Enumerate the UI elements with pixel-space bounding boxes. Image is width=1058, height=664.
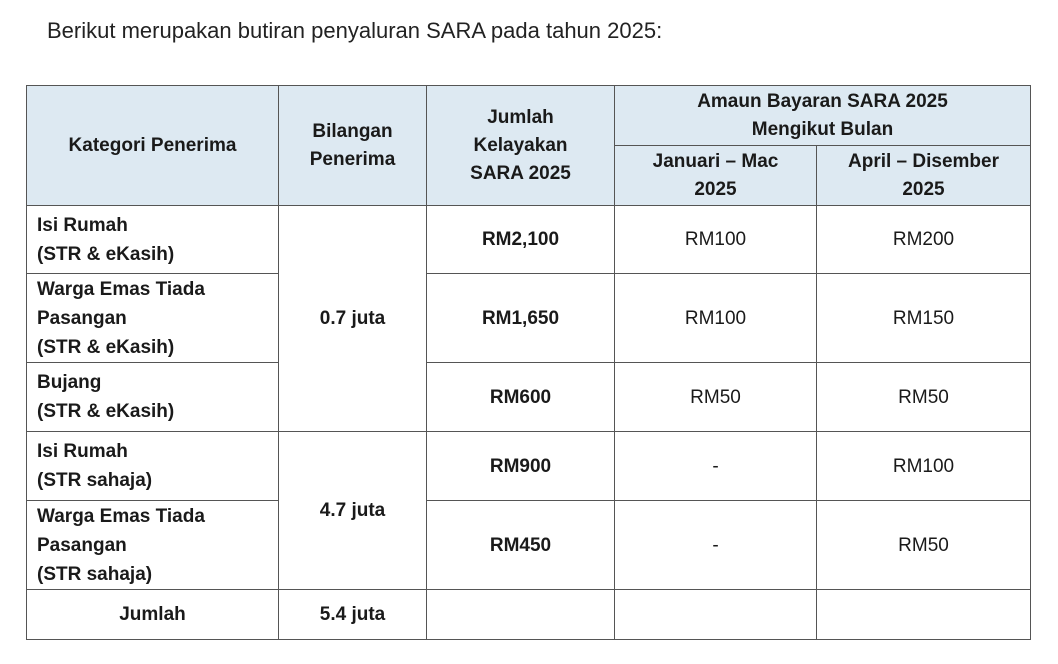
header-bilangan-penerima bbox=[279, 86, 427, 206]
bilangan-sahaja-cell: 4.7 juta bbox=[279, 432, 427, 590]
table-row bbox=[27, 363, 1031, 432]
kategori-line: (STR & eKasih) bbox=[37, 336, 175, 358]
apr-dis-cell: RM50 bbox=[817, 501, 1031, 590]
kategori-line: Pasangan bbox=[37, 307, 127, 329]
header-apr-dis-line-1: April – Disember bbox=[848, 150, 999, 172]
kategori-cell bbox=[27, 501, 279, 590]
header-januari-mac bbox=[615, 146, 817, 206]
kategori-line: Bujang bbox=[37, 372, 102, 393]
total-empty-cell bbox=[427, 590, 615, 640]
jan-mac-cell: - bbox=[615, 432, 817, 501]
kategori-line: Warga Emas Tiada bbox=[37, 278, 205, 300]
kategori-line: Isi Rumah bbox=[37, 441, 128, 462]
intro-text: Berikut merupakan butiran penyaluran SARA pada tahun 2025: bbox=[47, 18, 663, 43]
header-jan-mac-line-1: Januari – Mac bbox=[652, 150, 779, 172]
total-row bbox=[27, 590, 1031, 640]
jan-mac-cell: RM50 bbox=[615, 363, 817, 432]
header-apr-dis-line-2: 2025 bbox=[902, 178, 945, 200]
kategori-line: Warga Emas Tiada bbox=[37, 505, 205, 527]
kategori-line: Isi Rumah bbox=[37, 214, 128, 236]
header-kategori-label: Kategori Penerima bbox=[68, 134, 237, 156]
table-row bbox=[27, 206, 1031, 274]
kategori-cell bbox=[27, 432, 279, 501]
header-bilangan-line-2: Penerima bbox=[309, 148, 396, 170]
apr-dis-cell: RM100 bbox=[817, 432, 1031, 501]
header-kelayakan-line-2: Kelayakan bbox=[473, 134, 568, 156]
table-row bbox=[27, 432, 1031, 501]
total-empty-cell bbox=[615, 590, 817, 640]
header-april-disember bbox=[817, 146, 1031, 206]
header-kelayakan-line-3: SARA 2025 bbox=[470, 162, 571, 184]
table-row bbox=[27, 501, 1031, 590]
jan-mac-cell: - bbox=[615, 501, 817, 590]
total-bilangan-cell: 5.4 juta bbox=[279, 590, 427, 640]
kelayakan-cell: RM1,650 bbox=[427, 274, 615, 363]
table-row bbox=[27, 274, 1031, 363]
header-bilangan-line-1: Bilangan bbox=[312, 120, 393, 142]
kategori-line: (STR & eKasih) bbox=[37, 401, 175, 422]
kelayakan-cell: RM2,100 bbox=[427, 206, 615, 274]
header-amaun-line-2: Mengikut Bulan bbox=[751, 118, 894, 140]
kelayakan-cell: RM450 bbox=[427, 501, 615, 590]
kategori-line: Pasangan bbox=[37, 534, 127, 556]
total-empty-cell bbox=[817, 590, 1031, 640]
kelayakan-cell: RM900 bbox=[427, 432, 615, 501]
header-amaun-line-1: Amaun Bayaran SARA 2025 bbox=[697, 90, 948, 112]
kategori-line: (STR sahaja) bbox=[37, 563, 153, 585]
jan-mac-cell: RM100 bbox=[615, 206, 817, 274]
apr-dis-cell: RM50 bbox=[817, 363, 1031, 432]
kelayakan-cell: RM600 bbox=[427, 363, 615, 432]
apr-dis-cell: RM150 bbox=[817, 274, 1031, 363]
kategori-line: (STR & eKasih) bbox=[37, 243, 175, 265]
sara-distribution-table bbox=[26, 85, 1031, 640]
kategori-cell bbox=[27, 206, 279, 274]
header-jan-mac-line-2: 2025 bbox=[694, 178, 737, 200]
kategori-cell bbox=[27, 363, 279, 432]
header-kelayakan-line-1: Jumlah bbox=[487, 106, 554, 128]
kategori-cell bbox=[27, 274, 279, 363]
kategori-line: (STR sahaja) bbox=[37, 470, 153, 491]
header-amaun-bayaran bbox=[615, 86, 1031, 146]
jan-mac-cell: RM100 bbox=[615, 274, 817, 363]
bilangan-ekasih-cell: 0.7 juta bbox=[279, 206, 427, 432]
header-jumlah-kelayakan bbox=[427, 86, 615, 206]
total-label-cell: Jumlah bbox=[27, 590, 279, 640]
header-kategori-penerima bbox=[27, 86, 279, 206]
apr-dis-cell: RM200 bbox=[817, 206, 1031, 274]
